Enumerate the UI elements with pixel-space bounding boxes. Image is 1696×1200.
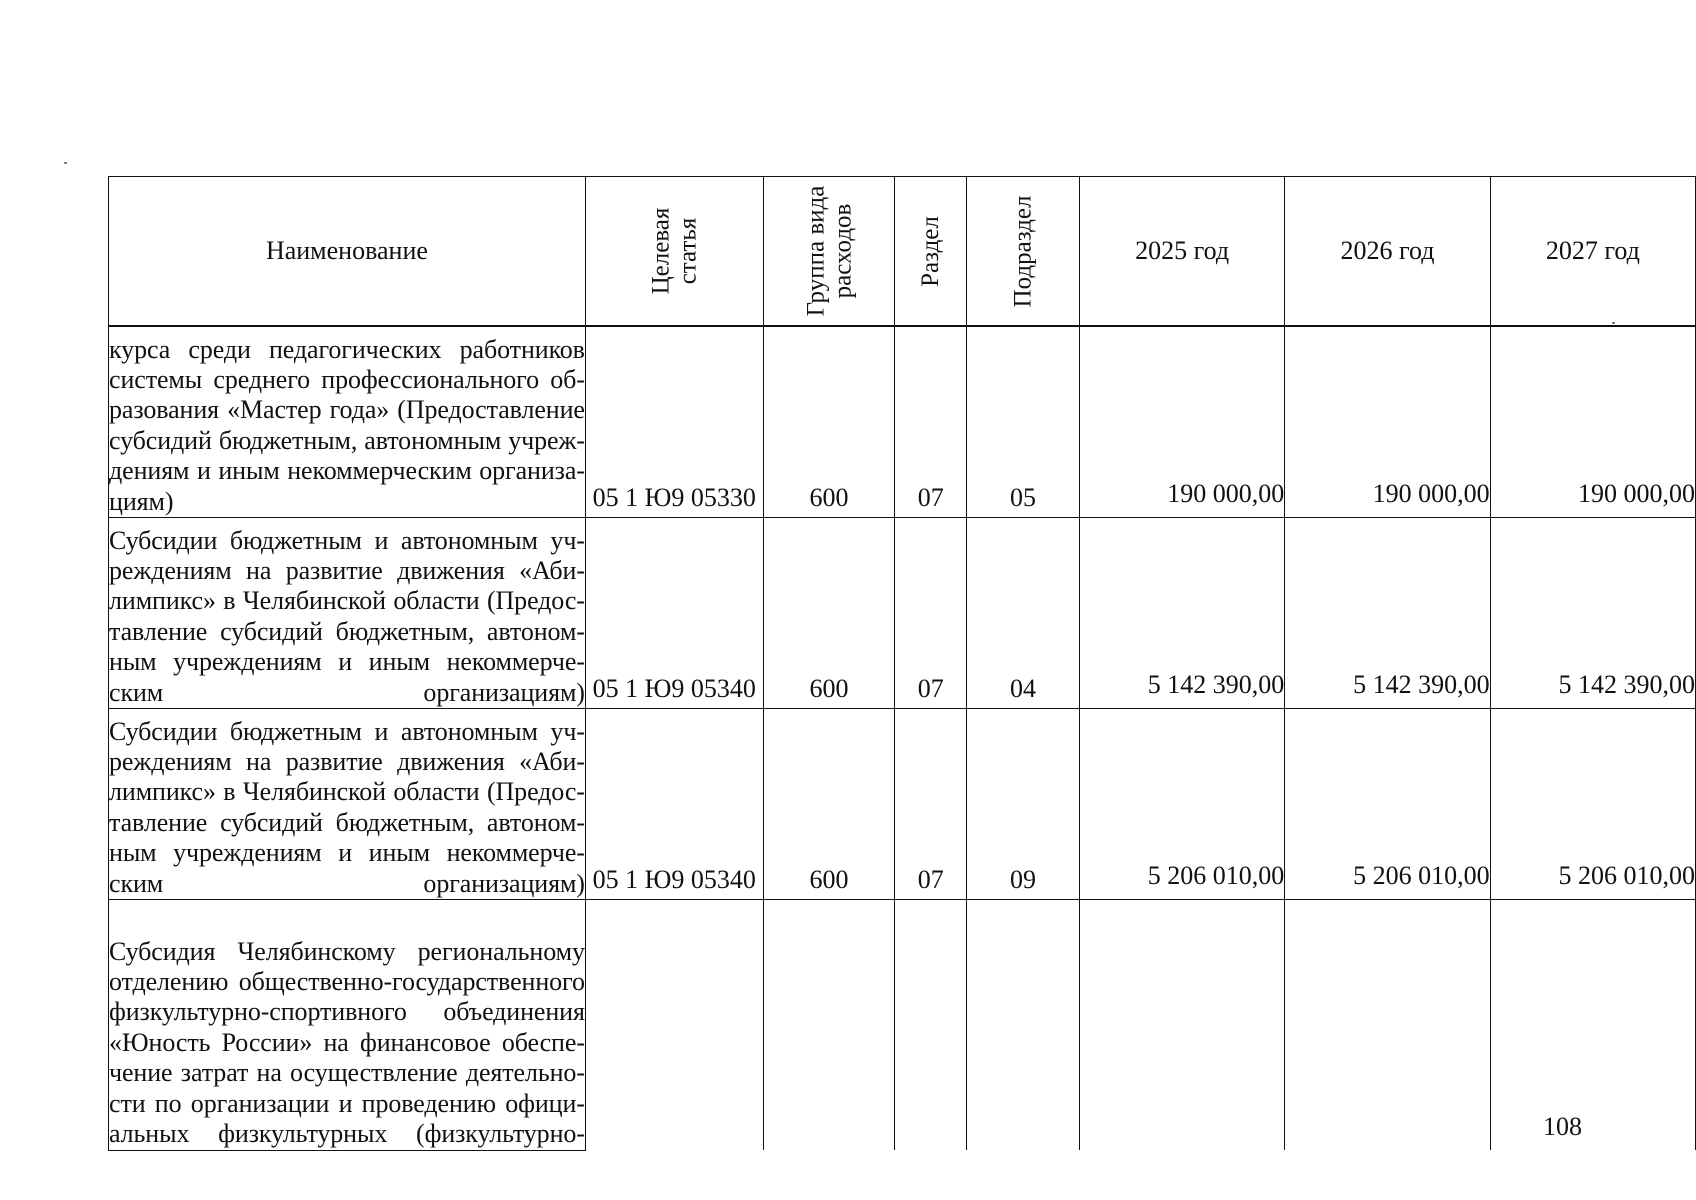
budget-table [108, 176, 1696, 1151]
row-expense-group: 600 [763, 326, 895, 518]
table-header-row [109, 177, 1696, 327]
table-row [109, 900, 1696, 1151]
row-amount-2027: 5 142 390,00 [1490, 518, 1695, 709]
row-amount-2027 [1490, 900, 1695, 1151]
row-podrazdel: 04 [967, 518, 1080, 709]
table-row [109, 518, 1696, 709]
row-razdel: 07 [895, 518, 967, 709]
header-group-line1: Группа вида [802, 185, 830, 317]
header-name: Наименование [109, 177, 586, 327]
row-podrazdel: 05 [967, 326, 1080, 518]
row-name: Субсидия Челябинскому региональному отделению общественно-государственного физкультурно-спортивного объединения «Юность России» на финансовое обеспе-чение затрат на осуществление деятельно-сти по организации и проведению офици-альных физкультурных (физкультурно- [109, 900, 586, 1151]
header-target-line2: статья [674, 217, 702, 285]
table-row [109, 326, 1696, 518]
header-target-line1: Целевая [647, 207, 675, 295]
row-target-code: 05 1 Ю9 05330 [585, 326, 763, 518]
row-razdel: 07 [895, 709, 967, 900]
row-target-code: 05 1 Ю9 05340 [585, 518, 763, 709]
row-expense-group: 600 [763, 518, 895, 709]
row-amount-2025: 5 142 390,00 [1079, 518, 1284, 709]
row-podrazdel [967, 900, 1080, 1151]
row-name: Субсидии бюджетным и автономным уч-реждениям на развитие движения «Аби-лимпикс» в Челябинской области (Предос-тавление субсидий бюджетным, автоном-ным учреждениям и иным некоммерче-ским организациям) [109, 709, 586, 900]
header-year-2025: 2025 год [1079, 177, 1284, 327]
row-name: Субсидии бюджетным и автономным уч-реждениям на развитие движения «Аби-лимпикс» в Челябинской области (Предос-тавление субсидий бюджетным, автоном-ным учреждениям и иным некоммерче-ским организациям) [109, 518, 586, 709]
row-amount-2027: 5 206 010,00 [1490, 709, 1695, 900]
row-expense-group [763, 900, 895, 1151]
row-amount-2026: 190 000,00 [1285, 326, 1490, 518]
row-expense-group: 600 [763, 709, 895, 900]
row-target-code: 05 1 Ю9 05340 [585, 709, 763, 900]
header-expense-group [763, 177, 895, 327]
table-row [109, 709, 1696, 900]
row-razdel [895, 900, 967, 1151]
header-year-2026: 2026 год [1285, 177, 1490, 327]
row-podrazdel: 09 [967, 709, 1080, 900]
row-amount-2026 [1285, 900, 1490, 1151]
row-razdel: 07 [895, 326, 967, 518]
header-podrazdel-label: Подраздел [1009, 195, 1037, 307]
row-amount-2026: 5 206 010,00 [1285, 709, 1490, 900]
row-amount-2026: 5 142 390,00 [1285, 518, 1490, 709]
row-name: курса среди педагогических работников системы среднего профессионального об-разования «Мастер года» (Предоставление субсидий бюджетным, автономным учреж-дениям и иным некоммерческим организа-циям) [109, 326, 586, 518]
header-razdel [895, 177, 967, 327]
scan-speck [64, 162, 67, 164]
row-amount-2025: 190 000,00 [1079, 326, 1284, 518]
header-podrazdel [967, 177, 1080, 327]
row-amount-2027: 190 000,00 [1490, 326, 1695, 518]
header-target-article [585, 177, 763, 327]
header-group-line2: расходов [829, 203, 857, 299]
page-number: 108 [1543, 1112, 1582, 1141]
row-amount-2025 [1079, 900, 1284, 1151]
row-target-code [585, 900, 763, 1151]
row-amount-2025: 5 206 010,00 [1079, 709, 1284, 900]
header-year-2027: 2027 год [1490, 177, 1695, 327]
header-razdel-label: Раздел [917, 215, 945, 287]
